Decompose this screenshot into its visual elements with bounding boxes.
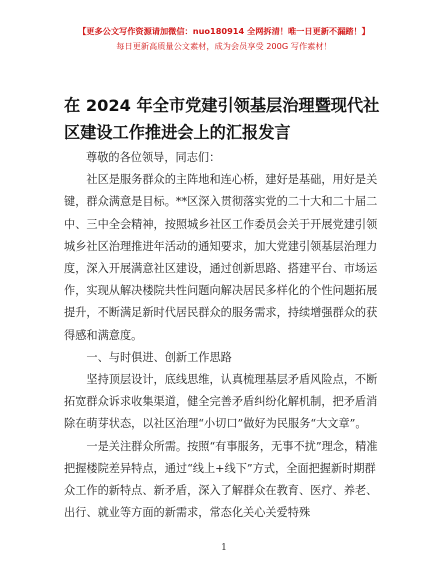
page-number: 1: [221, 543, 227, 553]
paragraph-intro: 社区是服务群众的主阵地和连心桥，建好是基础，用好是关键，群众满意是目标。**区深入贯彻落实党的二十大和二十届二中、三中全会精神，按照城乡社区工作委员会关于开展党建引领城乡社区治理推进年活动的通知要求，加大党建引领基层治理力度，深入开展满意社区建设，通过创新思路、搭建平台、市场运作，实现从解决楼院共性问题向解决居民多样化的个性问题拓展提升，不断满足新时代居民群众的服务需求，持续增强群众的获得感和满意度。: [64, 173, 378, 342]
section-heading-1: 一、与时俱进、创新工作思路: [86, 350, 232, 364]
promo-line-1: 【更多公文写作资源请加微信：nuo180914 全网拆清！唯一日更新不漏踏！】: [78, 26, 370, 36]
promo-line-2: 每日更新高质量公文素材，成为会员享受 200G 写作素材！: [116, 41, 332, 51]
document-body: [64, 147, 386, 524]
document-title: 在 2024 年全市党建引领基层治理暨现代社区建设工作推进会上的汇报发言: [64, 96, 380, 142]
promo-banner: [0, 26, 448, 52]
salutation: 尊敬的各位领导，同志们：: [86, 151, 221, 164]
paragraph-section-1: 坚持顶层设计，底线思维，认真梳理基层矛盾风险点，不断拓宽群众诉求收集渠道，健全完善矛盾纠纷化解机制，把矛盾消除在萌芽状态，以社区治理“小切口”做好为民服务“大文章”。: [64, 373, 378, 431]
paragraph-point-1: 一是关注群众所需。按照“有事服务，无事不扰”理念，精准把握楼院差异特点，通过“线上+线下”方式，全面把握新时期群众工作的新特点、新矛盾，深入了解群众在教育、医疗、养老、出行、就业等方面的新需求，常态化关心关爱特殊: [64, 439, 378, 520]
